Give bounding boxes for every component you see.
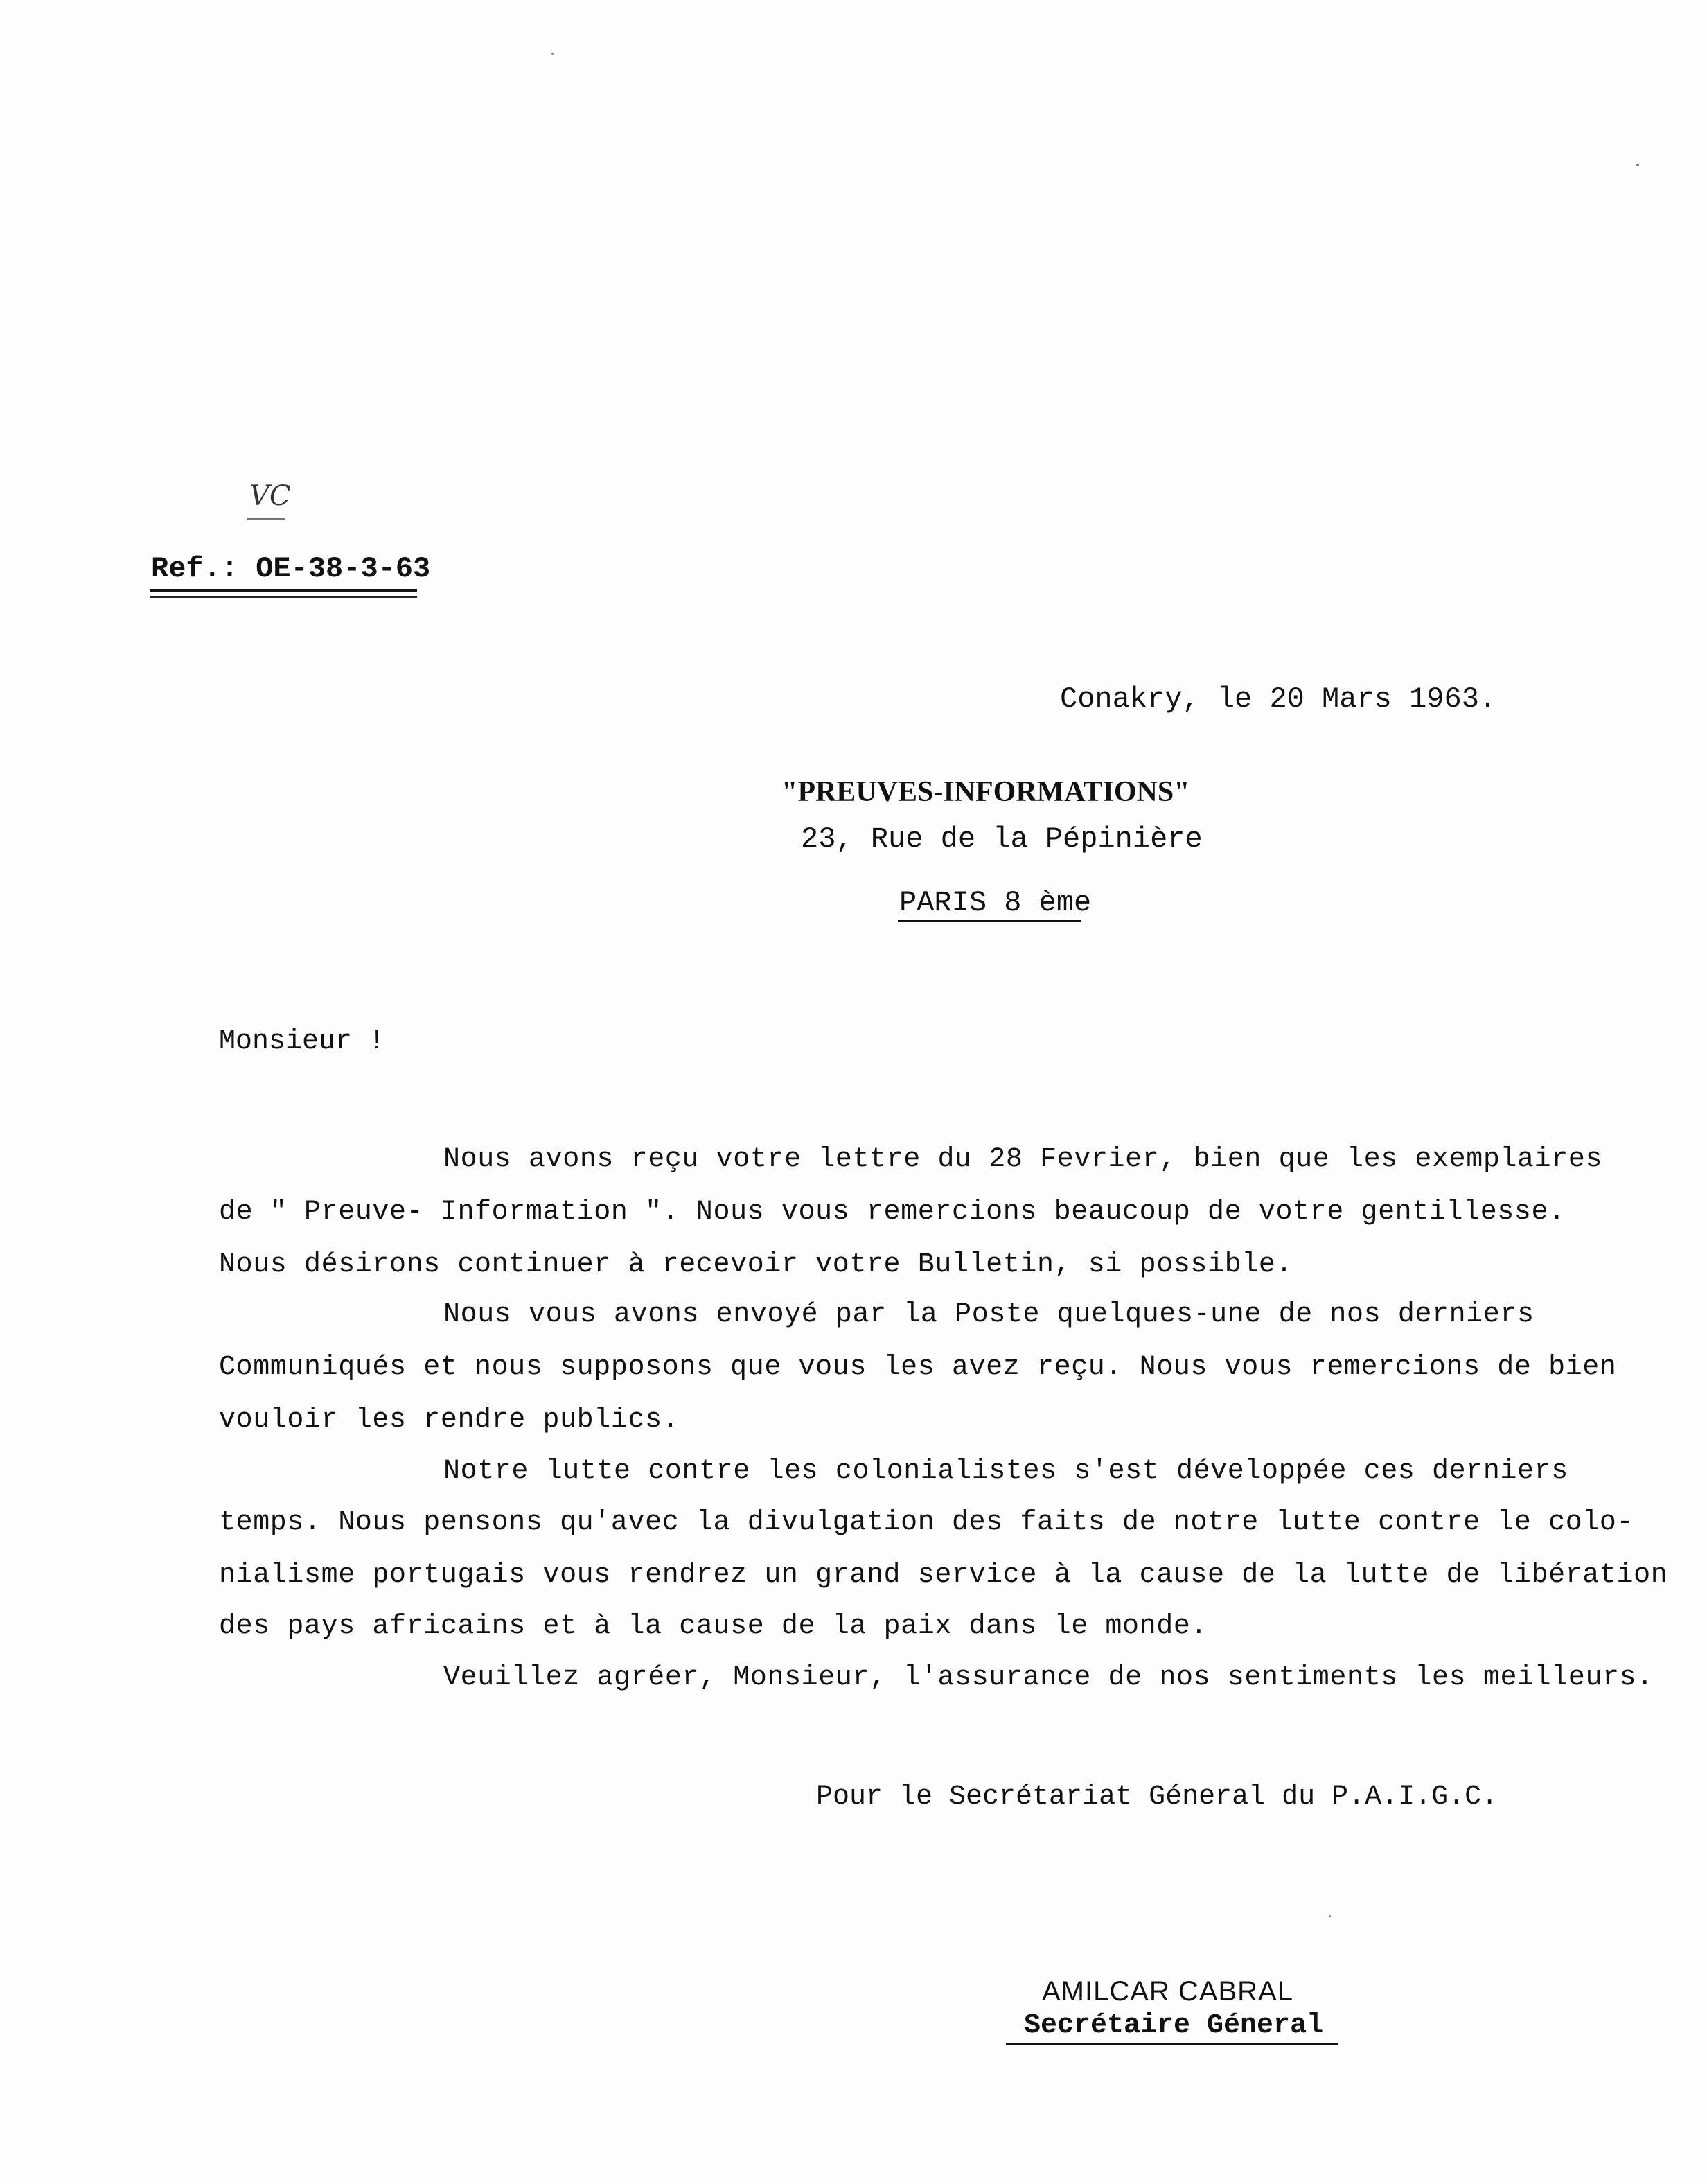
body-line: des pays africains et à la cause de la paix dans le monde. xyxy=(219,1611,1208,1642)
scan-speck xyxy=(551,53,554,55)
signatory-title-underline xyxy=(1006,2043,1338,2045)
scan-speck xyxy=(1636,164,1639,166)
recipient-city: PARIS 8 ème xyxy=(899,886,1092,919)
reference-underline xyxy=(150,596,417,598)
body-line: Notre lutte contre les colonialistes s'est développée ces derniers xyxy=(443,1456,1568,1487)
body-line: Communiqués et nous supposons que vous les avez reçu. Nous vous remercions de bien xyxy=(219,1352,1617,1383)
body-line: temps. Nous pensons qu'avec la divulgation des faits de notre lutte contre le colo- xyxy=(219,1507,1634,1538)
signatory-title: Secrétaire Géneral xyxy=(1024,2010,1324,2041)
recipient-name: "PREUVES-INFORMATIONS" xyxy=(781,776,1190,808)
date-line: Conakry, le 20 Mars 1963. xyxy=(1060,682,1497,716)
reference-underline xyxy=(150,589,417,592)
city-underline xyxy=(898,920,1081,922)
body-line: Nous avons reçu votre lettre du 28 Fevrier, bien que les exemplaires xyxy=(443,1144,1603,1175)
body-line: Nous vous avons envoyé par la Poste quelques-une de nos derniers xyxy=(443,1299,1534,1330)
salutation: Monsieur ! xyxy=(219,1026,386,1057)
handwritten-initials: VC xyxy=(249,480,291,512)
scan-speck xyxy=(1329,1915,1331,1917)
signatory-name: AMILCAR CABRAL xyxy=(1042,1976,1293,2007)
closing-line: Pour le Secrétariat Géneral du P.A.I.G.C. xyxy=(816,1781,1498,1813)
recipient-street: 23, Rue de la Pépinière xyxy=(801,822,1203,856)
body-line: Nous désirons continuer à recevoir votre Bulletin, si possible. xyxy=(219,1249,1293,1280)
body-line: nialisme portugais vous rendrez un grand service à la cause de la lutte de libération xyxy=(219,1560,1668,1591)
initials-underline xyxy=(247,518,285,520)
body-line: de " Preuve- Information ". Nous vous remercions beaucoup de votre gentillesse. xyxy=(219,1197,1566,1228)
reference-number: Ref.: OE-38-3-63 xyxy=(151,552,431,585)
body-line: Veuillez agréer, Monsieur, l'assurance de nos sentiments les meilleurs. xyxy=(443,1662,1654,1693)
body-line: vouloir les rendre publics. xyxy=(219,1404,680,1436)
